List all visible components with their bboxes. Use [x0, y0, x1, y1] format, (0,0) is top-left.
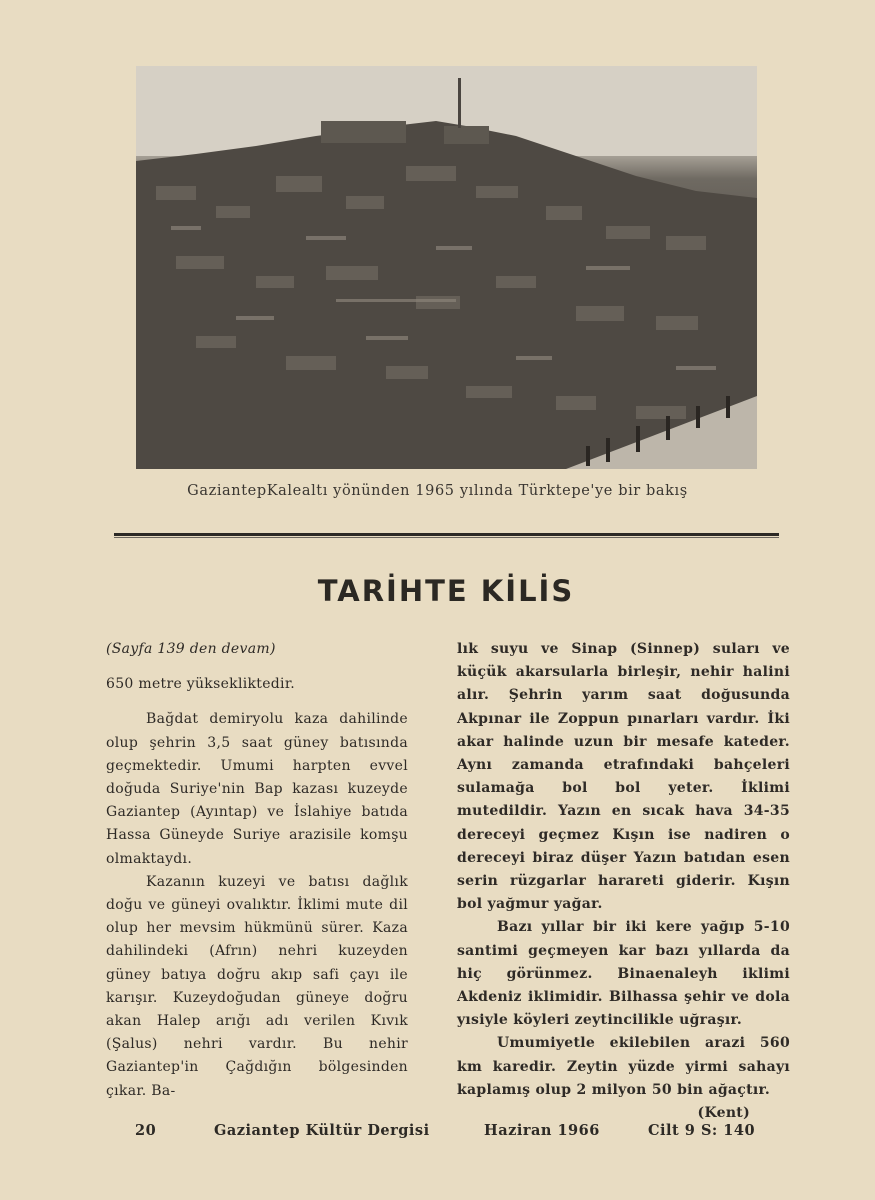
paragraph: Bağdat demiryolu kaza dahilinde olup şehrin 3,5 saat güney batısında geçmektedir. Umumi harpten evvel doğuda Suriye'nin Bap kazası kuzeyde Gaziantep (Ayıntap) ve İslahiye batıda Hassa Güneyde Suriye arazisile komşu olmaktaydı. — [106, 711, 408, 867]
paragraph: Kazanın kuzeyi ve batısı dağlık doğu ve güneyi ovalıktır. İklimi mute dil olup her mevsim hükmünü sürer. Kaza dahilindeki (Afrın) nehri kuzeyden güney batıya doğru akıp safi çayı ile karışır. Kuzeydoğudan güneye doğru akan Halep arığı adı verilen Kıvık (Şalus) nehri vardır. Bu nehir Gaziantep'in Çağdığın bölgesinden çıkar. Ba- — [106, 873, 408, 1099]
article-title: TARİHTE KİLİS — [317, 574, 575, 608]
hillside-photo-illustration — [136, 66, 757, 469]
divider-rule — [114, 533, 779, 536]
article-photo — [136, 66, 757, 469]
left-column — [106, 638, 408, 1103]
paragraph: 650 metre yüksekliktedir. — [106, 676, 296, 693]
issue-date: Haziran 1966 — [484, 1122, 600, 1139]
continuation-note: (Sayfa 139 den devam) — [106, 641, 276, 657]
divider-rule-thin — [114, 537, 779, 538]
paragraph: Umumiyetle ekilebilen arazi 560 km karedir. Zeytin yüzde yirmi sahayı kaplamış olup 2 milyon 50 bin ağaçtır. — [457, 1035, 790, 1098]
source-signature: (Kent) — [697, 1105, 750, 1122]
photo-caption: GaziantepKalealtı yönünden 1965 yılında Türktepe'ye bir bakış — [187, 483, 688, 499]
journal-name: Gaziantep Kültür Dergisi — [214, 1122, 430, 1139]
page-number: 20 — [135, 1122, 157, 1139]
volume-info: Cilt 9 S: 140 — [648, 1122, 756, 1139]
paragraph: Bazı yıllar bir iki kere yağıp 5-10 santimi geçmeyen kar bazı yıllarda da hiç görünmez. Binaenaleyh iklimi Akdeniz iklimidir. Bilhassa şehir ve dola yısiyle köyleri zeytincilikle uğraşır. — [457, 919, 790, 1029]
right-column — [457, 638, 790, 1125]
paragraph: lık suyu ve Sinap (Sinnep) suları ve küçük akarsularla birleşir, nehir halini alır. Şehrin yarım saat doğusunda Akpınar ile Zoppun pınarları vardır. İki akar halinde uzun bir mesafe kateder. Aynı zamanda etrafındaki bahçeleri sulamağa bol bol yeter. İklimi mutedildir. Yazın en sıcak hava 34-35 dereceyi geçmez Kışın ise nadiren o dereceyi biraz düşer Yazın batıdan esen serin rüzgarlar harareti giderir. Kışın bol yağmur yağar. — [457, 641, 790, 913]
